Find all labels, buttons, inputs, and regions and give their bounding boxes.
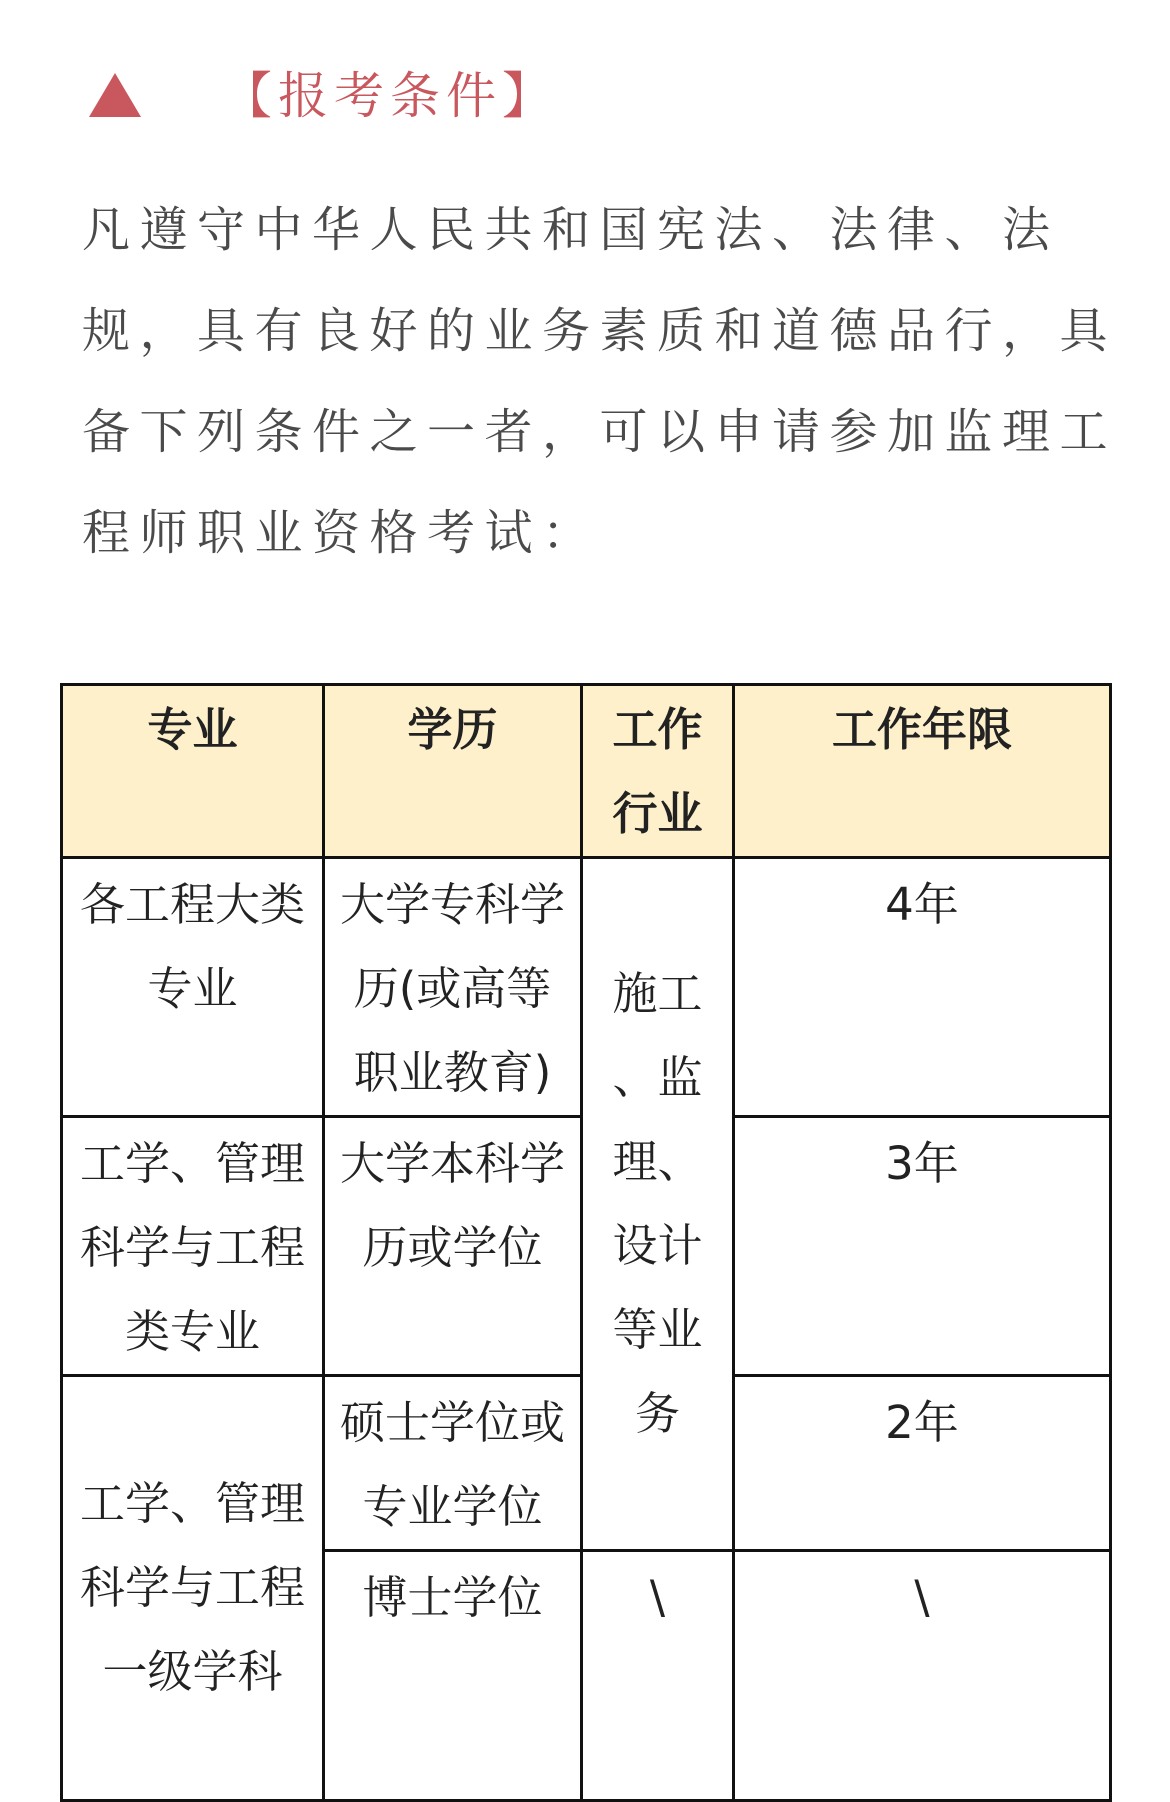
cell-industry-merged: 施工 、监 理、 设计 等业 务 [582,858,734,1551]
section-header [0,60,1170,140]
section-title: 【报考条件】 [222,67,558,125]
cell-education: 博士学位 [324,1551,582,1801]
requirements-table [60,683,1112,1802]
header-major: 专业 [62,685,324,858]
table-row [62,858,1111,1117]
cell-education: 大学专科学 历(或高等 职业教育) [324,858,582,1117]
cell-major: 工学、管理 科学与工程 类专业 [62,1117,324,1376]
intro-paragraph [82,180,1118,584]
cell-years: 3年 [734,1117,1111,1376]
cell-years: 4年 [734,858,1111,1117]
intro-line: 程师职业资格考试： [82,505,600,561]
triangle-icon [89,73,141,117]
cell-education: 大学本科学 历或学位 [324,1117,582,1376]
cell-education: 硕士学位或 专业学位 [324,1376,582,1551]
cell-years: \ [734,1551,1111,1801]
cell-major: 各工程大类 专业 [62,858,324,1117]
table-header-row [62,685,1111,858]
requirements-table-wrap [60,683,1109,1703]
header-education: 学历 [324,685,582,858]
cell-industry: \ [582,1551,734,1801]
intro-line: 凡遵守中华人民共和国宪法、法律、法 [82,202,1060,258]
cell-years: 2年 [734,1376,1111,1551]
intro-line: 规，具有良好的业务素质和道德品行，具 [82,303,1118,359]
header-industry: 工作 行业 [582,685,734,858]
header-years: 工作年限 [734,685,1111,858]
intro-line: 备下列条件之一者，可以申请参加监理工 [82,404,1118,460]
cell-major: 工学、管理 科学与工程 一级学科 [62,1376,324,1801]
